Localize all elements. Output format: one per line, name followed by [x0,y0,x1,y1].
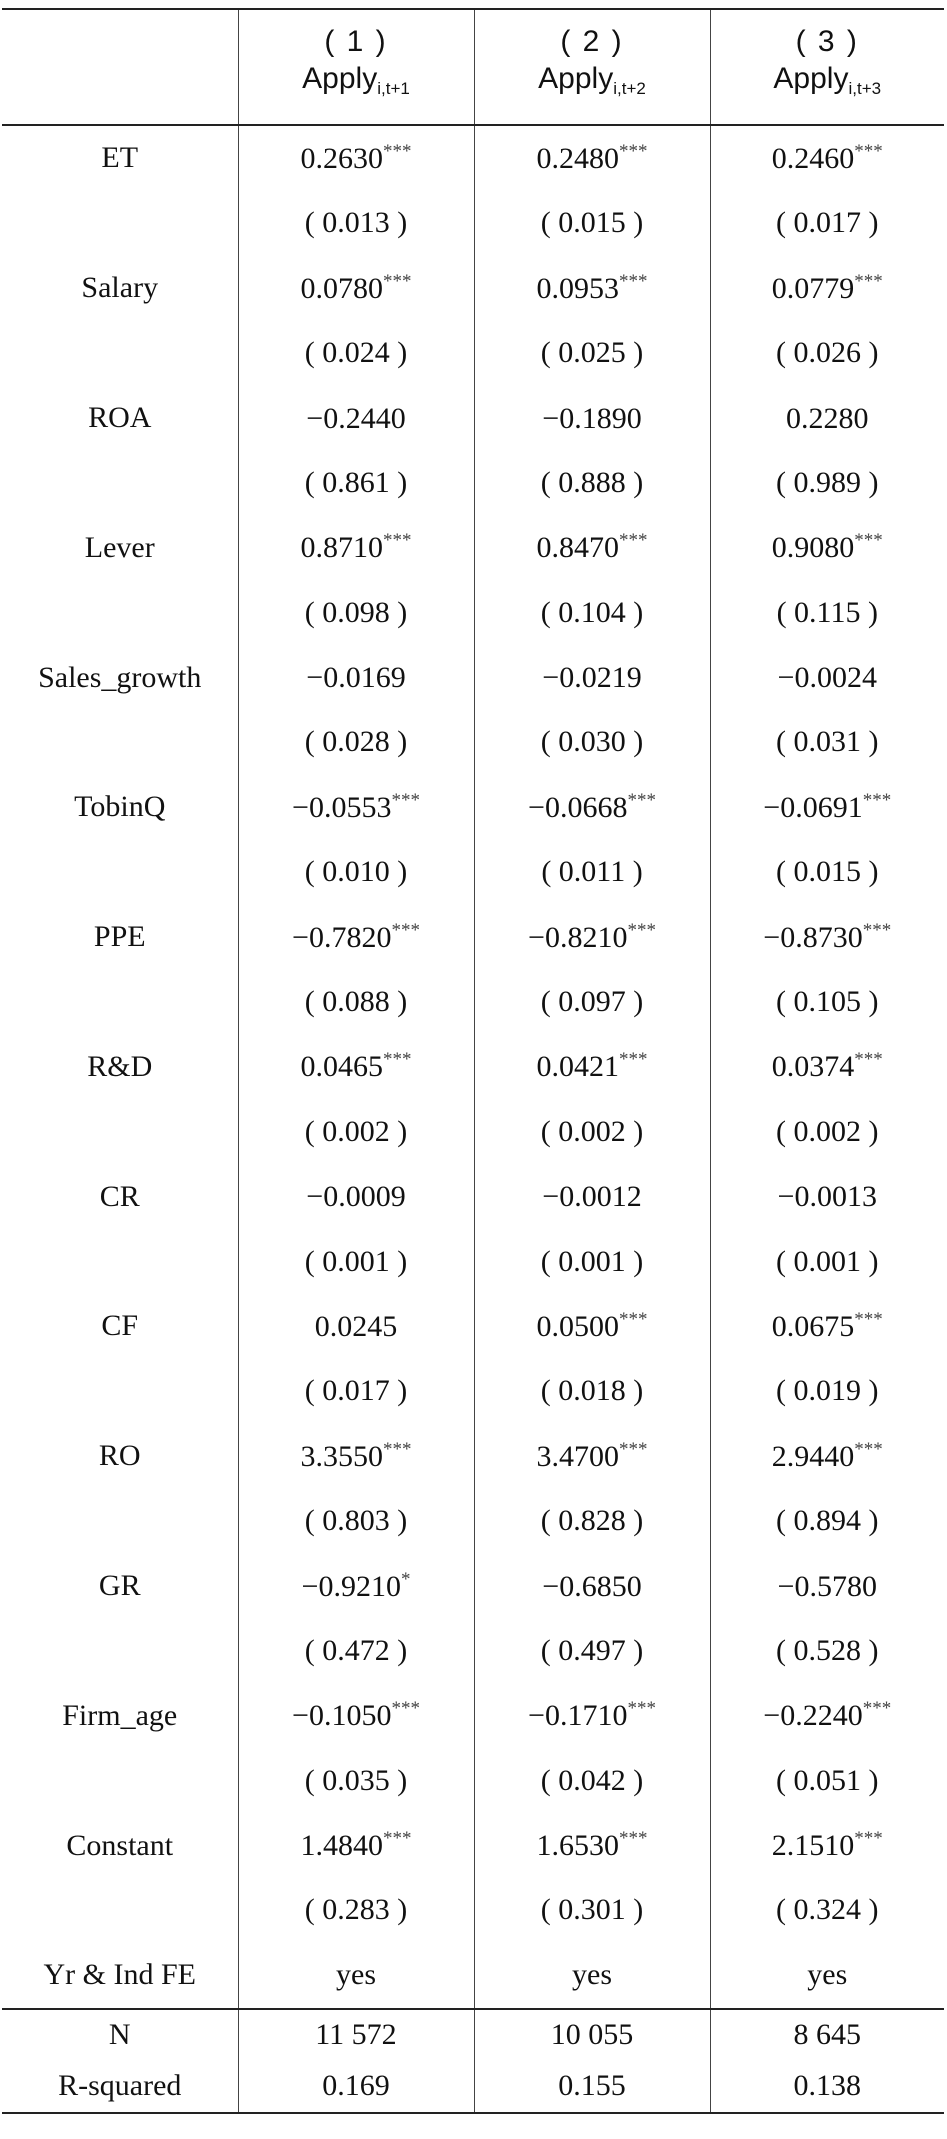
fixed-effects-value: yes [238,1943,474,2009]
coef-value: 1.4840 [300,1829,383,1863]
coef-cell [474,1164,710,1229]
coef-value: 0.0675 [771,1309,855,1343]
coef-value: −0.8730 [763,920,863,954]
summary-value: 0.155 [474,2061,710,2113]
standard-error: ( 0.051 ) [710,1748,944,1813]
coef-row [2,1164,944,1229]
coef-row [2,1424,944,1489]
significance-stars: *** [619,1438,648,1460]
standard-error: ( 0.497 ) [474,1618,710,1683]
significance-stars: *** [619,530,648,552]
summary-rows [2,2009,944,2113]
summary-value: 11 572 [238,2009,474,2061]
coef-cell [238,256,474,321]
se-row [2,1748,944,1813]
fixed-effects-row [2,1943,944,2009]
significance-stars: *** [862,789,892,811]
standard-error: ( 0.026 ) [710,321,944,386]
coef-value: −0.0169 [306,661,406,695]
header-empty-cell [2,9,238,125]
coef-cell [474,1813,710,1878]
coef-value: −0.0219 [542,661,642,695]
coef-value: −0.1890 [542,401,642,435]
header-row [2,9,944,125]
significance-stars: *** [627,919,656,941]
standard-error: ( 0.002 ) [710,1099,944,1164]
coef-cell [474,905,710,970]
coef-value: 0.8710 [300,531,383,565]
coef-value: 0.2630 [300,141,383,175]
col-variable: Apply$_{i,t+3}$ [773,62,882,98]
coef-value: 2.1510 [771,1829,855,1863]
standard-error: ( 0.025 ) [474,321,710,386]
se-row [2,191,944,256]
se-row [2,321,944,386]
se-label-empty [2,191,238,256]
variable-label: Salary [81,271,159,305]
regression-table-container [0,8,947,2114]
standard-error: ( 0.042 ) [474,1748,710,1813]
standard-error: ( 0.028 ) [238,710,474,775]
se-row [2,580,944,645]
coef-cell [238,645,474,710]
significance-stars: *** [383,1438,412,1460]
coef-value: −0.0012 [542,1180,642,1214]
se-row [2,1359,944,1424]
variable-label: CR [99,1179,140,1213]
coef-row [2,905,944,970]
significance-stars: *** [383,270,412,292]
coef-value: 1.6530 [536,1829,619,1863]
significance-stars: *** [862,1698,892,1720]
coef-cell [710,1294,944,1359]
standard-error: ( 0.017 ) [710,191,944,256]
summary-label: N [108,2018,131,2052]
coef-cell [710,1683,944,1748]
coef-cell [238,125,474,191]
standard-error: ( 0.088 ) [238,970,474,1035]
significance-stars: *** [383,1828,412,1850]
significance-stars: *** [854,1308,883,1330]
variable-label: Constant [66,1828,174,1862]
coef-cell [474,1294,710,1359]
coef-cell [710,1424,944,1489]
significance-stars: *** [391,1698,420,1720]
standard-error: ( 0.013 ) [238,191,474,256]
significance-stars: *** [391,789,420,811]
standard-error: ( 0.861 ) [238,450,474,515]
se-label-empty [2,1618,238,1683]
coef-row [2,515,944,580]
coef-cell [474,645,710,710]
header-col-3 [710,9,944,125]
se-row [2,1229,944,1294]
variable-label: GR [98,1569,141,1603]
standard-error: ( 0.472 ) [238,1618,474,1683]
fixed-effects-label: Yr & Ind FE [2,1943,238,2009]
coef-cell [238,905,474,970]
significance-stars: *** [383,140,412,162]
col-variable: Apply$_{i,t+2}$ [538,62,646,98]
significance-stars: * [400,1568,411,1590]
coef-value: 0.0465 [300,1050,383,1084]
standard-error: ( 0.015 ) [710,840,944,905]
coef-value: 0.2480 [536,141,619,175]
standard-error: ( 0.017 ) [238,1359,474,1424]
se-row [2,840,944,905]
coef-value: 0.0500 [536,1309,619,1343]
coef-row [2,1554,944,1619]
fixed-effects-value: yes [474,1943,710,2009]
standard-error: ( 0.015 ) [474,191,710,256]
standard-error: ( 0.324 ) [710,1878,944,1943]
coef-value: −0.7820 [292,920,392,954]
coef-value: 0.9080 [771,531,855,565]
coef-cell [238,386,474,451]
coef-cell [238,1683,474,1748]
se-row [2,1618,944,1683]
summary-value: 0.169 [238,2061,474,2113]
coef-cell [474,256,710,321]
se-row [2,1878,944,1943]
coef-cell [474,775,710,840]
standard-error: ( 0.010 ) [238,840,474,905]
standard-error: ( 0.104 ) [474,580,710,645]
standard-error: ( 0.035 ) [238,1748,474,1813]
coef-value: −0.9210 [301,1569,401,1603]
coef-cell [710,125,944,191]
se-label-empty [2,1878,238,1943]
se-row [2,450,944,515]
coef-value: 3.4700 [536,1439,619,1473]
regression-table [2,8,944,2114]
significance-stars: *** [854,1828,883,1850]
coef-value: −0.0009 [306,1180,406,1214]
coef-row [2,256,944,321]
significance-stars: *** [383,1049,412,1071]
coef-row [2,1294,944,1359]
coef-cell [238,1034,474,1099]
standard-error: ( 0.528 ) [710,1618,944,1683]
summary-label: R-squared [2,2061,238,2113]
coef-value: 0.2280 [786,401,869,435]
significance-stars: *** [627,789,656,811]
summary-row [2,2061,944,2113]
coef-value: −0.0024 [777,661,877,695]
variable-label: Lever [84,530,155,564]
coef-cell [238,515,474,580]
coef-value: −0.5780 [777,1569,877,1603]
coef-value: −0.0668 [528,790,628,824]
coef-cell [710,1164,944,1229]
significance-stars: *** [854,1049,883,1071]
coef-row [2,1034,944,1099]
standard-error: ( 0.828 ) [474,1489,710,1554]
coef-value: 0.0421 [536,1050,619,1084]
coef-cell [474,1554,710,1619]
header-col-1 [238,9,474,125]
variable-label: RO [98,1439,141,1473]
coef-value: 3.3550 [300,1439,383,1473]
coef-cell [710,775,944,840]
variable-label: Firm_age [62,1698,178,1732]
coef-cell [474,1034,710,1099]
se-label-empty [2,580,238,645]
variable-label: R&D [87,1049,153,1083]
coef-cell [710,1034,944,1099]
standard-error: ( 0.030 ) [474,710,710,775]
coef-value: 0.0245 [314,1309,398,1343]
standard-error: ( 0.002 ) [238,1099,474,1164]
standard-error: ( 0.001 ) [710,1229,944,1294]
coef-value: 2.9440 [771,1439,855,1473]
summary-row [2,2009,944,2061]
standard-error: ( 0.803 ) [238,1489,474,1554]
coef-cell [710,386,944,451]
se-row [2,1489,944,1554]
se-label-empty [2,321,238,386]
coefficient-rows [2,125,944,2009]
standard-error: ( 0.001 ) [474,1229,710,1294]
variable-label: ROA [88,401,152,434]
standard-error: ( 0.097 ) [474,970,710,1035]
standard-error: ( 0.105 ) [710,970,944,1035]
significance-stars: *** [862,919,892,941]
coef-row [2,1683,944,1748]
coef-value: 0.8470 [536,531,619,565]
significance-stars: *** [619,1828,648,1850]
se-label-empty [2,1359,238,1424]
se-row [2,1099,944,1164]
variable-label: TobinQ [74,790,166,824]
coef-value: −0.1050 [292,1699,392,1733]
significance-stars: *** [619,1308,648,1330]
standard-error: ( 0.098 ) [238,580,474,645]
coef-row [2,775,944,840]
coef-value: −0.8210 [528,920,628,954]
standard-error: ( 0.989 ) [710,450,944,515]
standard-error: ( 0.019 ) [710,1359,944,1424]
coef-cell [238,1164,474,1229]
coef-value: −0.1710 [528,1699,628,1733]
significance-stars: *** [854,1438,883,1460]
variable-label: CF [101,1309,139,1343]
coef-cell [238,1554,474,1619]
variable-label: PPE [93,920,146,954]
coef-cell [710,645,944,710]
col-variable: Apply$_{i,t+1}$ [302,62,410,98]
significance-stars: *** [619,140,648,162]
significance-stars: *** [619,1049,648,1071]
significance-stars: *** [854,270,883,292]
coef-cell [238,1813,474,1878]
se-row [2,970,944,1035]
coef-value: 0.0953 [536,271,619,305]
standard-error: ( 0.018 ) [474,1359,710,1424]
coef-cell [710,515,944,580]
standard-error: ( 0.301 ) [474,1878,710,1943]
se-label-empty [2,1489,238,1554]
significance-stars: *** [619,270,648,292]
se-label-empty [2,840,238,905]
fixed-effects-value: yes [710,1943,944,2009]
coef-cell [710,905,944,970]
summary-value: 10 055 [474,2009,710,2061]
se-label-empty [2,970,238,1035]
coef-cell [474,1424,710,1489]
coef-value: −0.2240 [763,1699,863,1733]
se-label-empty [2,1748,238,1813]
variable-label: ET [101,141,139,175]
significance-stars: *** [627,1698,656,1720]
standard-error: ( 0.115 ) [710,580,944,645]
se-label-empty [2,1229,238,1294]
standard-error: ( 0.011 ) [474,840,710,905]
coef-value: −0.2440 [306,401,406,435]
coef-row [2,1813,944,1878]
standard-error: ( 0.001 ) [238,1229,474,1294]
coef-value: 0.2460 [771,141,855,175]
coef-cell [474,386,710,451]
col-number: ( 3 ) [795,25,859,58]
header-col-2 [474,9,710,125]
standard-error: ( 0.024 ) [238,321,474,386]
coef-row [2,125,944,191]
col-number: ( 1 ) [324,25,388,58]
standard-error: ( 0.894 ) [710,1489,944,1554]
coef-cell [238,1424,474,1489]
coef-cell [710,1554,944,1619]
se-row [2,710,944,775]
coef-row [2,645,944,710]
variable-label: Sales_growth [38,660,202,694]
coef-value: 0.0780 [300,271,383,305]
coef-cell [238,775,474,840]
significance-stars: *** [383,530,412,552]
standard-error: ( 0.002 ) [474,1099,710,1164]
se-label-empty [2,1099,238,1164]
se-label-empty [2,450,238,515]
significance-stars: *** [391,919,420,941]
coef-value: 0.0374 [771,1050,855,1084]
coef-cell [238,1294,474,1359]
significance-stars: *** [854,140,883,162]
coef-value: −0.0553 [292,790,392,824]
coef-cell [474,1683,710,1748]
coef-value: −0.0013 [777,1180,877,1214]
standard-error: ( 0.888 ) [474,450,710,515]
significance-stars: *** [854,530,883,552]
coef-row [2,386,944,451]
summary-value: 0.138 [710,2061,944,2113]
col-number: ( 2 ) [560,25,624,58]
standard-error: ( 0.031 ) [710,710,944,775]
coef-value: 0.0779 [771,271,855,305]
coef-cell [710,256,944,321]
standard-error: ( 0.283 ) [238,1878,474,1943]
coef-cell [474,125,710,191]
coef-cell [474,515,710,580]
coef-value: −0.6850 [542,1569,642,1603]
se-label-empty [2,710,238,775]
coef-cell [710,1813,944,1878]
coef-value: −0.0691 [763,790,863,824]
summary-value: 8 645 [710,2009,944,2061]
